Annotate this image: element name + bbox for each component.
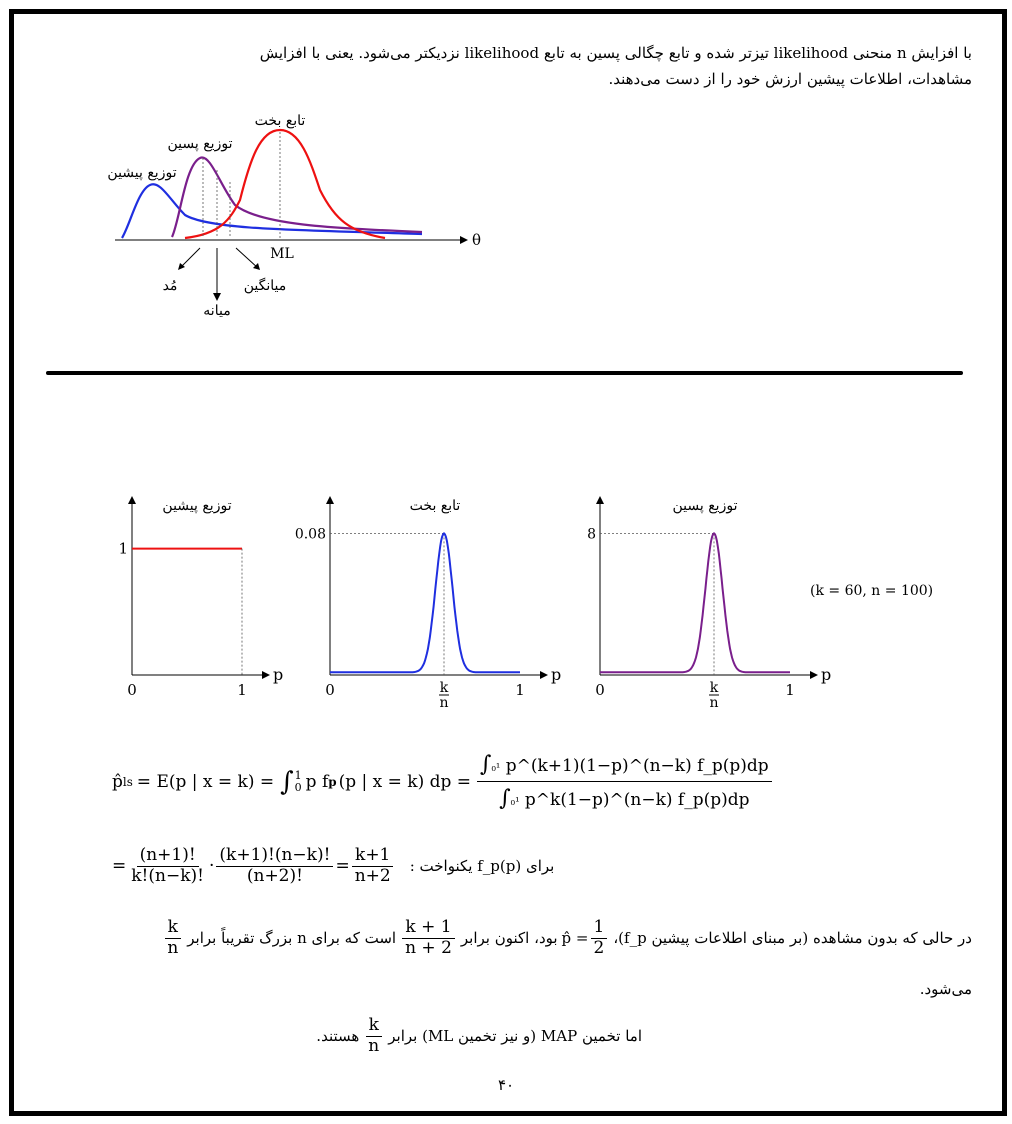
intro-line-2: مشاهدات، اطلاعات پیشین ارزش خود را از دست می‌دهند.: [608, 70, 972, 88]
ratio-numerator: p^(k+1)(1−p)^(n−k) f_p(p)dp: [505, 756, 769, 776]
line5-b: هستند.: [316, 1027, 360, 1046]
chart-title-1: تابع بخت: [409, 498, 461, 514]
likelihood-label: تابع بخت: [254, 113, 306, 129]
x-tick-1-1: 1: [515, 681, 525, 699]
y-axis-arrow-2: [596, 496, 604, 504]
section-divider: [46, 371, 963, 375]
mode-arrow: [180, 248, 200, 268]
x-axis-arrow-0: [262, 671, 270, 679]
x-axis-label-0: p: [273, 665, 284, 684]
frac-c-den: n+2: [354, 865, 391, 886]
top-distribution-diagram: [100, 100, 500, 340]
y-axis-arrow-1: [326, 496, 334, 504]
line3-frac-num: k + 1: [402, 918, 454, 939]
theta-label: θ: [472, 231, 482, 249]
expectation-expr: = E(p | x = k) =: [136, 771, 275, 792]
text-line-3: [162, 918, 972, 958]
line3-kn-den: n: [167, 937, 179, 958]
posterior-curve-plot: [600, 533, 790, 672]
y-tick-1: 0.08: [294, 526, 326, 543]
median-label: میانه: [203, 303, 231, 319]
likelihood-curve-plot: [330, 533, 520, 672]
lhs-symbol: p̂: [112, 771, 123, 792]
line3-kn-num: k: [165, 918, 181, 939]
integrand-sub: p: [328, 774, 337, 789]
x-axis-label-1: p: [551, 665, 562, 684]
x-tick-0-0: 0: [127, 681, 137, 699]
ratio-denominator: p^k(1−p)^(n−k) f_p(p)dp: [524, 790, 750, 811]
lhs-subscript: ls: [122, 774, 133, 789]
x-tick-1-0: 1: [237, 681, 247, 699]
x-axis-arrow-2: [810, 671, 818, 679]
intro-line-1: با افزایش n منحنی likelihood تیزتر شده و تابع چگالی پسین به تابع likelihood نزدیکتر می‌شود. یعنی با افزایش: [259, 44, 972, 62]
mean-label: میانگین: [243, 278, 287, 294]
distribution-charts: [80, 480, 960, 710]
line3-frac-den: n + 2: [405, 937, 452, 958]
uniform-prior-label: برای f_p(p) یکنواخت :: [409, 857, 555, 876]
x-tick-1-2: 1: [785, 681, 795, 699]
chart-title-2: توزیع پسین: [672, 498, 738, 514]
intro-paragraph: [40, 40, 972, 92]
x-tick-n-1: n: [439, 695, 449, 710]
x-tick-0-2: 0: [595, 681, 605, 699]
x-tick-k-2: k: [709, 680, 719, 696]
equation-line-1: p̂ ls = E(p | x = k) = ∫ 1 0 p f p (p | x = k) dp = $\frac{\text{∫₀¹ p\textasciicircum{}(k+1)(1−p)\textasciicircum{}(n−k) f\_p(p)dp}}{\text{∫₀¹ p\textasciicircum{}k(1−p)\textasciicircum{}(n−k) f\_p(p)dp}}$: [112, 752, 774, 812]
frac-b-num: (k+1)!(n−k)!: [216, 846, 333, 867]
line3-a: در حالی که بدون مشاهده (بر مبنای اطلاعات پیشین f_p)،: [613, 929, 972, 948]
x-tick-0-1: 0: [325, 681, 335, 699]
int-upper: 1: [294, 768, 302, 782]
ml-label: ML: [270, 246, 294, 262]
frac-a-num: (n+1)!: [137, 846, 199, 867]
line5-num: k: [366, 1016, 382, 1037]
text-line-5: [316, 1016, 642, 1056]
theta-axis-arrow: [460, 236, 468, 244]
frac-b-den: (n+2)!: [246, 865, 303, 886]
prior-label: توزیع پیشین: [107, 165, 177, 181]
half-den: 2: [593, 937, 605, 958]
int-lower: 0: [294, 780, 302, 794]
mode-label: مُد: [162, 278, 178, 294]
integrand: p f: [305, 771, 329, 792]
page-number: ۴۰: [497, 1076, 515, 1094]
line3-b: بود، اکنون برابر: [460, 929, 558, 948]
x-axis-label-2: p: [821, 665, 832, 684]
x-axis-arrow-1: [540, 671, 548, 679]
line3-phat: p̂ =: [561, 929, 589, 948]
chart-annotation: (k = 60, n = 100): [810, 583, 934, 599]
posterior-curve: [172, 157, 422, 237]
integrand-rest: (p | x = k) dp =: [338, 771, 472, 792]
x-tick-k-1: k: [439, 680, 449, 696]
posterior-label: توزیع پسین: [167, 136, 233, 152]
text-line-4: می‌شود.: [919, 980, 972, 998]
equation-line-2: = $\frac{(n+1)!}{k!(n-k)!}$ · $\frac{(k+1)!(n-k)!}{(n+2)!}$ = $\frac{k+1}{n+2}$ برای f_p(p) یکنواخت :: [112, 845, 555, 886]
line5-den: n: [368, 1035, 380, 1056]
line5-a: اما تخمین MAP (و نیز تخمین ML) برابر: [388, 1027, 642, 1046]
chart-title-0: توزیع پیشین: [162, 498, 232, 514]
y-tick-0: 1: [118, 539, 128, 558]
y-tick-2: 8: [587, 526, 596, 543]
half-num: 1: [591, 918, 608, 939]
frac-c-num: k+1: [352, 846, 393, 867]
line3-d: است که برای n بزرگ تقریباً برابر: [187, 929, 397, 948]
mean-arrow: [236, 248, 258, 268]
x-tick-n-2: n: [709, 695, 719, 710]
frac-a-den: k!(n−k)!: [131, 865, 204, 886]
y-axis-arrow-0: [128, 496, 136, 504]
